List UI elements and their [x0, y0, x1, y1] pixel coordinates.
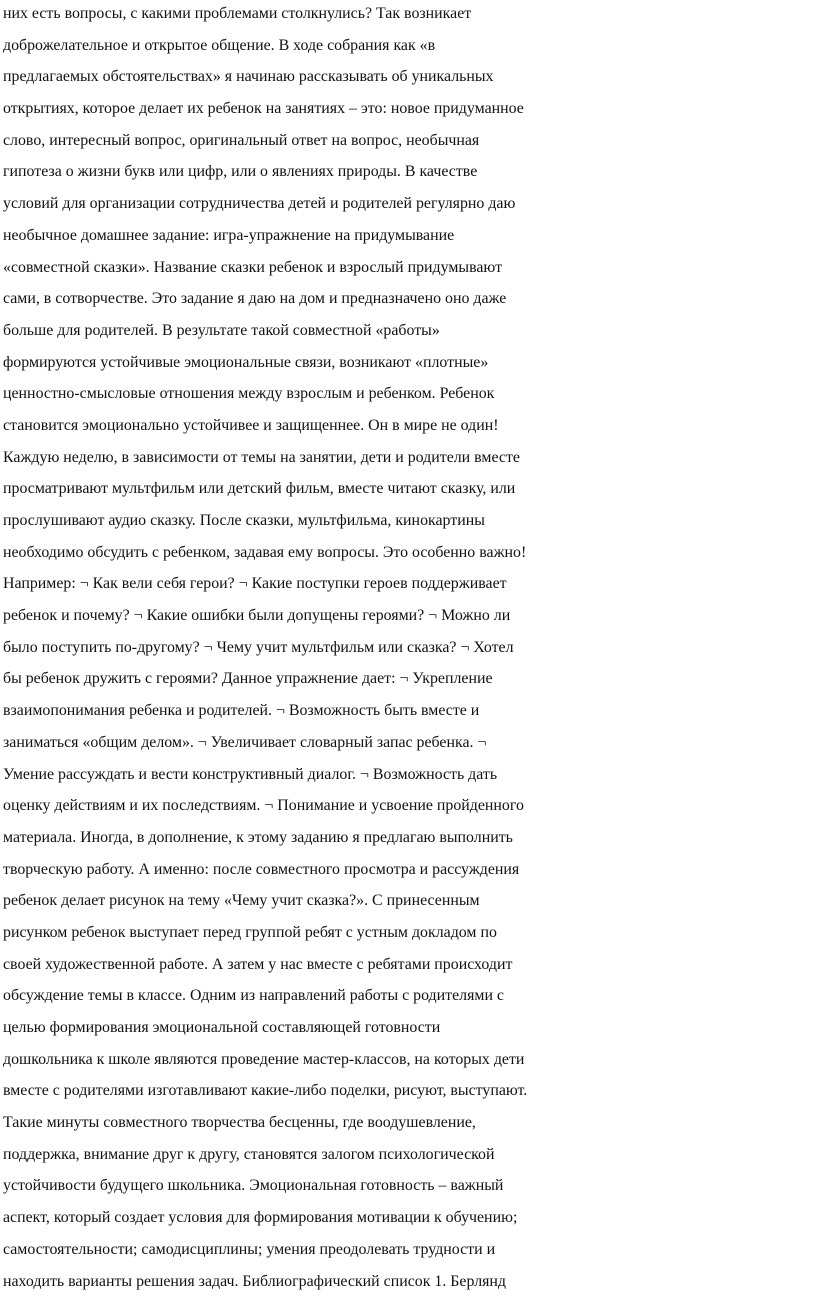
- text-line: необычное домашнее задание: игра-упражнение на придумывание: [3, 220, 815, 252]
- text-line: творческую работу. А именно: после совместного просмотра и рассуждения: [3, 854, 815, 886]
- text-line: своей художественной работе. А затем у нас вместе с ребятами происходит: [3, 949, 815, 981]
- text-line: Такие минуты совместного творчества бесценны, где воодушевление,: [3, 1107, 815, 1139]
- text-line: больше для родителей. В результате такой совместной «работы»: [3, 315, 815, 347]
- text-line: взаимопонимания ребенка и родителей. ¬ Возможность быть вместе и: [3, 695, 815, 727]
- text-line: ребенок и почему? ¬ Какие ошибки были допущены героями? ¬ Можно ли: [3, 600, 815, 632]
- text-line: целью формирования эмоциональной составляющей готовности: [3, 1012, 815, 1044]
- text-line: находить варианты решения задач. Библиографический список 1. Берлянд: [3, 1266, 815, 1297]
- text-line: материала. Иногда, в дополнение, к этому заданию я предлагаю выполнить: [3, 822, 815, 854]
- text-line: оценку действиям и их последствиям. ¬ Понимание и усвоение пройденного: [3, 790, 815, 822]
- text-line: открытиях, которое делает их ребенок на занятиях – это: новое придуманное: [3, 93, 815, 125]
- text-line: прослушивают аудио сказку. После сказки, мультфильма, кинокартины: [3, 505, 815, 537]
- text-line: заниматься «общим делом». ¬ Увеличивает словарный запас ребенка. ¬: [3, 727, 815, 759]
- text-line: было поступить по-другому? ¬ Чему учит мультфильм или сказка? ¬ Хотел: [3, 632, 815, 664]
- text-line: «совместной сказки». Название сказки ребенок и взрослый придумывают: [3, 252, 815, 284]
- text-line: необходимо обсудить с ребенком, задавая ему вопросы. Это особенно важно!: [3, 537, 815, 569]
- text-line: обсуждение темы в классе. Одним из направлений работы с родителями с: [3, 980, 815, 1012]
- text-line: гипотеза о жизни букв или цифр, или о явлениях природы. В качестве: [3, 156, 815, 188]
- text-line: Например: ¬ Как вели себя герои? ¬ Какие поступки героев поддерживает: [3, 568, 815, 600]
- text-line: дошкольника к школе являются проведение мастер-классов, на которых дети: [3, 1044, 815, 1076]
- text-line: бы ребенок дружить с героями? Данное упражнение дает: ¬ Укрепление: [3, 663, 815, 695]
- text-line: предлагаемых обстоятельствах» я начинаю рассказывать об уникальных: [3, 61, 815, 93]
- text-line: формируются устойчивые эмоциональные связи, возникают «плотные»: [3, 347, 815, 379]
- text-line: поддержка, внимание друг к другу, становятся залогом психологической: [3, 1139, 815, 1171]
- text-line: рисунком ребенок выступает перед группой ребят с устным докладом по: [3, 917, 815, 949]
- body-text: [3, 0, 815, 1297]
- text-line: самостоятельности; самодисциплины; умения преодолевать трудности и: [3, 1234, 815, 1266]
- text-line: просматривают мультфильм или детский фильм, вместе читают сказку, или: [3, 473, 815, 505]
- text-line: становится эмоционально устойчивее и защищеннее. Он в мире не один!: [3, 410, 815, 442]
- text-line: Умение рассуждать и вести конструктивный диалог. ¬ Возможность дать: [3, 759, 815, 791]
- text-line: ценностно-смысловые отношения между взрослым и ребенком. Ребенок: [3, 378, 815, 410]
- text-line: вместе с родителями изготавливают какие-либо поделки, рисуют, выступают.: [3, 1075, 815, 1107]
- text-line: ребенок делает рисунок на тему «Чему учит сказка?». С принесенным: [3, 885, 815, 917]
- text-line: Каждую неделю, в зависимости от темы на занятии, дети и родители вместе: [3, 442, 815, 474]
- text-line: слово, интересный вопрос, оригинальный ответ на вопрос, необычная: [3, 125, 815, 157]
- text-line: сами, в сотворчестве. Это задание я даю на дом и предназначено оно даже: [3, 283, 815, 315]
- text-line: аспект, который создает условия для формирования мотивации к обучению;: [3, 1202, 815, 1234]
- text-line: условий для организации сотрудничества детей и родителей регулярно даю: [3, 188, 815, 220]
- text-line: них есть вопросы, с какими проблемами столкнулись? Так возникает: [3, 0, 815, 30]
- text-line: доброжелательное и открытое общение. В ходе собрания как «в: [3, 30, 815, 62]
- text-line: устойчивости будущего школьника. Эмоциональная готовность – важный: [3, 1170, 815, 1202]
